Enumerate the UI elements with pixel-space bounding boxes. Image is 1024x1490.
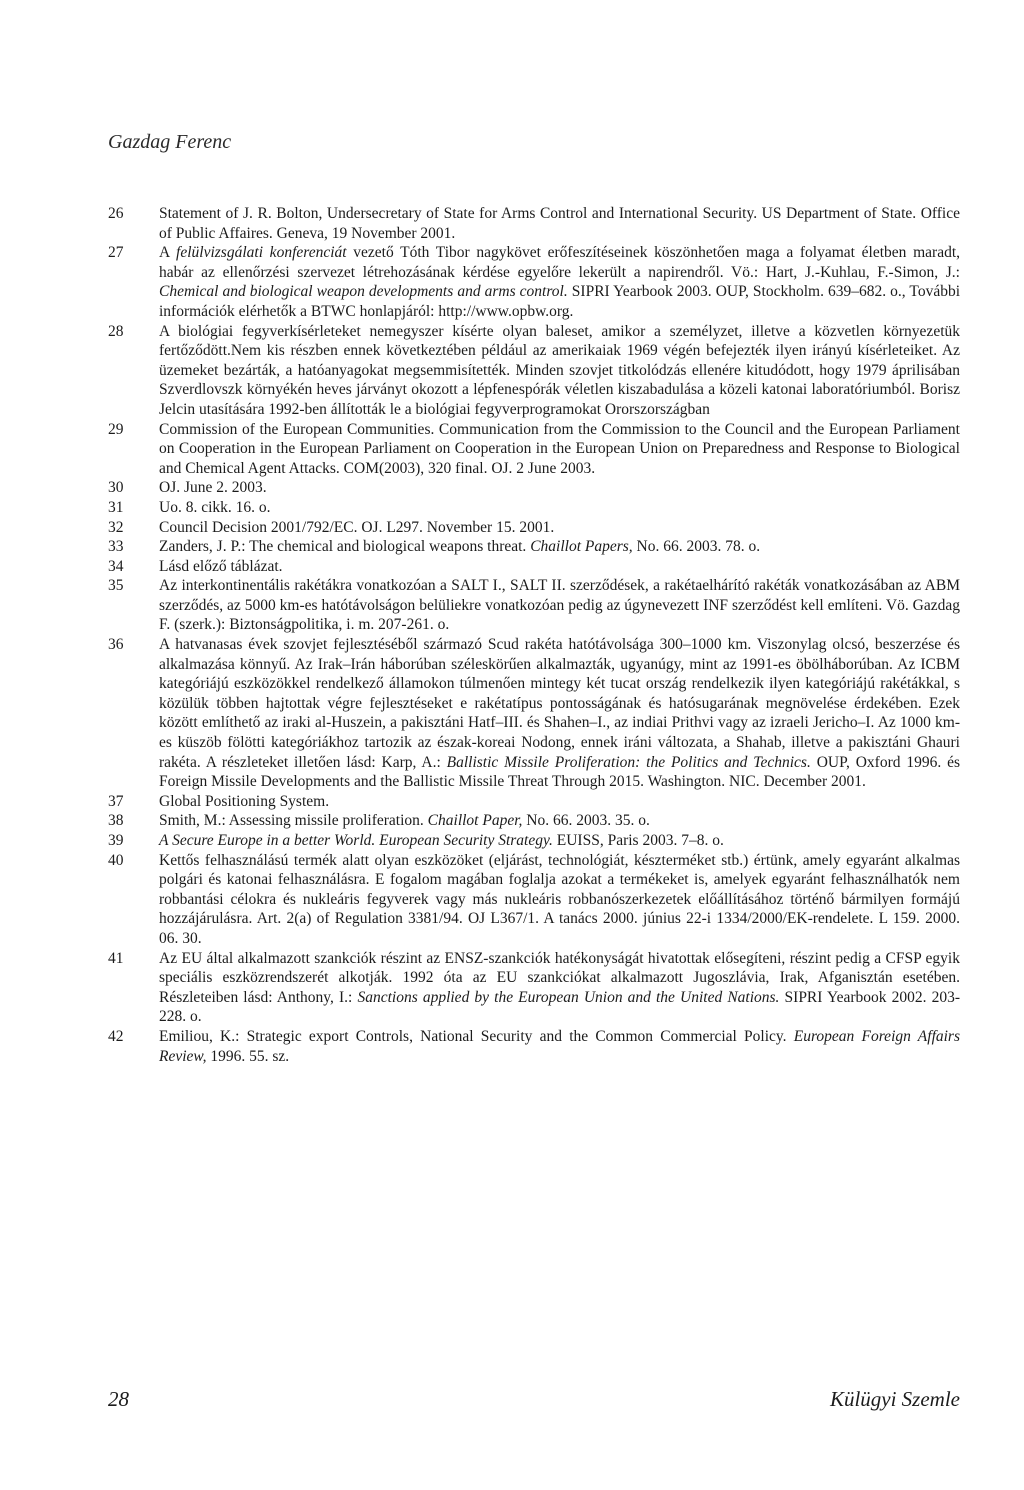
running-head-author: Gazdag Ferenc	[108, 131, 232, 153]
footnote	[108, 518, 960, 538]
footnote-number: 28	[108, 322, 124, 340]
footnote-text-run: Global Positioning System.	[159, 792, 330, 810]
footnote-text	[159, 479, 267, 496]
footnote-number: 27	[108, 244, 124, 262]
footnote-text-run: Council Decision 2001/792/EC. OJ. L297. November 15. 2001.	[159, 518, 555, 536]
footnote-number: 26	[108, 205, 124, 222]
footnote-number: 36	[108, 636, 124, 654]
footnote	[108, 851, 960, 949]
footnote-number: 29	[108, 420, 124, 438]
footnote	[108, 949, 960, 1027]
footnote-text	[159, 950, 960, 1026]
footnote-italic-text: Chaillot Paper,	[427, 812, 523, 830]
footnote-text-run: 1996. 55. sz.	[206, 1047, 290, 1065]
footnote-text-run: Uo. 8. cikk. 16. o.	[159, 498, 271, 516]
footnote-text-run: Statement of J. R. Bolton, Undersecretary of State for Arms Control and International Security. US Department of State. Office of Public Affaires. Geneva, 19 November 2001.	[159, 205, 960, 242]
footnote	[108, 537, 960, 557]
footnote-text-run: A hatvanasas évek szovjet fejlesztéséből származó Scud rakéta hatótávolsága 300–1000 km. Viszonylag olcsó, beszerzése és alkalmazása könnyű. Az Irak–Irán háborúban széleskörűen alkalmazták, ugyanúgy, mint az 1991-es öbölháborúban. Az ICBM kategóriájú eszközökkel rendelkező államokon túlmenően mintegy két tucat ország rendelkezik ilyen kategóriájú rakétákkal, s közülük többen hajtottak végre fejlesztéseket e rakétatípus pontosságának és hatósugarának megnövelése érdekében. Ezek között említhető az iraki al-Huszein, a pakisztáni Hatf–III. és Shahen–I., az indiai Prithvi vagy az izraeli Jericho–I. Az 1000 km-es küszöb fölötti kategóriákhoz tartozik az észak-koreai Nodong, ennek iráni változata, a Shahab, illetve a pakisztáni Ghauri rakéta. A részleteket illetően lásd: Karp, A.:	[159, 636, 960, 771]
footnote-text-run: Emiliou, K.: Strategic export Controls, National Security and the Common Commercial Policy.	[159, 1027, 794, 1045]
footnote-number: 32	[108, 518, 124, 536]
footnote-number: 33	[108, 538, 124, 556]
footnote-text	[159, 519, 554, 536]
footnote-text	[159, 793, 329, 810]
footnote-italic-text: European Foreign Affairs Review,	[159, 1027, 960, 1065]
footnote	[108, 478, 960, 498]
footnote-text	[159, 421, 960, 477]
footnote-text-run: A biológiai fegyverkísérleteket nemegyszer kísérte olyan baleset, amikor a személyzet, illetve a közvetlen környezetük fertőződött.Nem kis részben ennek következtében például az amerikaiak 1969 végén befejezték ilyen irányú kísérleteiket. Az üzemeket bezárták, a hatóanyagokat megsemmisítették. Minden szovjet titkolódzás ellenére kitudódott, hogy 1979 áprilisában Szverdlovszk környékén heves járványt okozott a lépfenespórák véletlen kiszabadulása a közeli katonai laboratóriumból. Borisz Jelcin utasítására 1992-ben állították le a biológiai fegyverprogramokat Ororszországban	[159, 322, 960, 418]
footnote-text	[159, 852, 960, 947]
footnote-text-run: Az interkontinentális rakétákra vonatkozóan a SALT I., SALT II. szerződések, a rakétaelhárító rakéták vonatkozásában az ABM szerződés, az 5000 km-es hatótávolságon belüliekre vonatkozóan pedig az úgynevezett INF szerződést kell említeni. Vö. Gazdag F. (szerk.): Biztonságpolitika, i. m. 207-261. o.	[159, 577, 960, 634]
footnote-text-run: SIPRI Yearbook 2003. OUP, Stockholm. 639–682. o., További információk elérhetők a BTWC honlapjáról: http://www.opbw.org.	[159, 283, 961, 320]
footnote-text-run: Smith, M.: Assessing missile proliferation.	[159, 812, 428, 830]
footnote-text-run: A	[159, 244, 177, 262]
footnote-text	[159, 205, 960, 242]
journal-title: Külügyi Szemle	[829, 1387, 960, 1411]
footnotes-list	[108, 204, 960, 1066]
footnote-text-run: Az EU által alkalmazott szankciók részint az ENSZ-szankciók hatékonyságát hivatottak elősegíteni, részint pedig a CFSP egyik speciális eszközrendszerét alkotják. 1992 óta az EU szankciókat alkalmazott Jugoszlávia, Irak, Afganisztán esetében. Részleteiben lásd: Anthony, I.:	[159, 949, 960, 1006]
footnote	[108, 1027, 960, 1066]
footnote-italic-text: felülvizsgálati konferenciát	[176, 244, 347, 262]
footnote-text	[159, 538, 760, 555]
footnote-text	[159, 323, 960, 418]
footnote	[108, 204, 960, 243]
footnote-italic-text: Ballistic Missile Proliferation: the Politics and Technics.	[446, 753, 811, 771]
footnote-text	[159, 636, 960, 790]
footnote-text	[159, 832, 724, 849]
footnote	[108, 420, 960, 479]
footnote-text-run: Kettős felhasználású termék alatt olyan eszközöket (eljárást, technológiát, készterméket stb.) értünk, amely egyaránt alkalmas polgári és katonai felhasználásra. E fogalom magában foglalja azokat a termékeket is, amelyek egyaránt felhasználhatók nem robbantási célokra és nukleáris fegyverek vagy más nukleáris robbanószerkezetek előállításához történő bármilyen formájú hozzájárulásra. Art. 2(a) of Regulation 3381/94. OJ L367/1. A tanács 2000. június 22-i 1334/2000/EK-rendelete. L 159. 2000. 06. 30.	[159, 851, 960, 947]
footnote	[108, 811, 960, 831]
footnote	[108, 243, 960, 321]
footnote-text-run: Lásd előző táblázat.	[159, 557, 283, 575]
footnote-number: 34	[108, 557, 124, 575]
footnote	[108, 498, 960, 518]
footnote-text-run: Commission of the European Communities. Communication from the Commission to the Council and the European Parliament on Cooperation in the European Parliament on Cooperation in the European Union on Preparedness and Response to Biological and Chemical Agent Attacks. COM(2003), 320 final. OJ. 2 June 2003.	[159, 420, 960, 477]
footnote-text	[159, 812, 650, 829]
footnote-text	[159, 244, 960, 320]
footnote-number: 30	[108, 479, 124, 497]
footnote-number: 35	[108, 577, 124, 595]
footnote-italic-text: A Secure Europe in a better World. European Security Strategy.	[159, 832, 553, 849]
page-number: 28	[108, 1387, 129, 1411]
footnote	[108, 557, 960, 577]
footnote	[108, 576, 960, 635]
footnote-number: 37	[108, 792, 124, 810]
footnote-text-run: SIPRI Yearbook 2002. 203-228. o.	[159, 988, 960, 1026]
footnote	[108, 831, 960, 851]
footnote-text-run: EUISS, Paris 2003. 7–8. o.	[552, 832, 724, 849]
footnote-text	[159, 499, 271, 516]
footnote-text	[159, 558, 283, 575]
footnote-text-run: Zanders, J. P.: The chemical and biological weapons threat.	[159, 538, 531, 556]
footnote-italic-text: Chaillot Papers,	[530, 538, 633, 556]
footnote-text	[159, 1028, 960, 1065]
footnote-italic-text: Sanctions applied by the European Union and the United Nations.	[357, 988, 780, 1006]
footnote-text	[159, 577, 960, 633]
footnote-italic-text: Chemical and biological weapon developments and arms control.	[159, 283, 568, 301]
footnote-text-run: No. 66. 2003. 78. o.	[632, 538, 761, 556]
footnote-text-run: No. 66. 2003. 35. o.	[522, 812, 650, 830]
footnote-text-run: vezető Tóth Tibor nagykövet erőfeszítéseinek köszönhetően maga a folyamat életben maradt, habár az ellenőrzési szervezet létrehozásának kérdése egyelőre lekerült a napirendről. Vö.: Hart, J.-Kuhlau, F.-Simon, J.:	[159, 244, 961, 281]
footnote-number: 40	[108, 851, 124, 869]
footnote	[108, 322, 960, 420]
footnote-number: 42	[108, 1027, 124, 1045]
footnote-number: 38	[108, 812, 124, 830]
footnote-text-run: OJ. June 2. 2003.	[159, 479, 267, 497]
footnote-text-run: OUP, Oxford 1996. és Foreign Missile Developments and the Ballistic Missile Threat Through 2015. Washington. NIC. December 2001.	[159, 753, 960, 791]
footnote-number: 31	[108, 498, 124, 516]
footnote	[108, 635, 960, 792]
footnote-number: 41	[108, 949, 124, 967]
footnote	[108, 792, 960, 812]
footnote-number: 39	[108, 832, 124, 849]
